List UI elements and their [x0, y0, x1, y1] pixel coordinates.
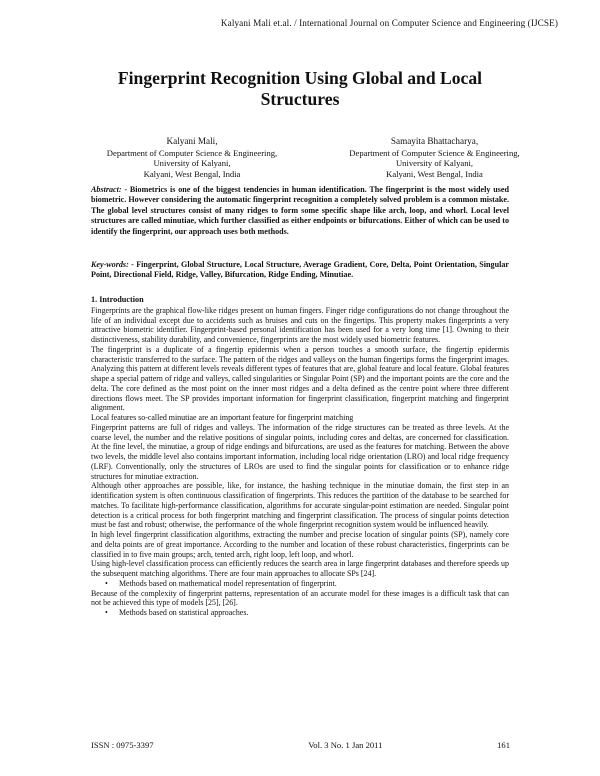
author-place: Kalyani, West Bengal, India	[143, 168, 241, 179]
bullet-item	[105, 579, 509, 589]
author-name: Samayita Bhattacharya,	[390, 136, 479, 146]
author-dept: Department of Computer Science & Engineering,	[106, 147, 278, 158]
paragraph: Fingerprint patterns are full of ridges and valleys. The information of the ridge structures can be treated as three levels. At the coarse level, the number and the relative positions of singular points, including cores and deltas, are concerned for classification. At the fine level, the minutiae, a group of ridge endings and bifurcations, are used as the features for matching. Between the above two levels, the middle level also contains important information, including local ridge orientation (LRO) and local ridge frequency (LRF). Conventionally, only the structures of LROs are used to find the singular points for classification or to enhance ridge structures for minutiae extraction.	[91, 422, 509, 481]
paragraph: Fingerprints are the graphical flow-like ridges present on human fingers. Finger ridge configurations do not change throughout the life of an individual except due to accidents such as bruises and cuts on the fingertips. This property makes fingerprints a very attractive biometric identifier. Fingerprint-based personal identification has been used for a very long time [1]. Owning to their distinctiveness, stability durability, and convenience, fingerprints are the most widely used biometric features.	[91, 305, 509, 344]
footer-volume: Vol. 3 No. 1 Jan 2011	[308, 740, 383, 750]
keywords	[91, 260, 509, 281]
abstract-text: - Biometrics is one of the biggest tendencies in human identification. The fingerprint is the most widely used biometric. However considering the automatic fingerprint recognition a completely solved problem is a common mistake. The global level structures consist of many ridges to form some specific shape like arch, loop, and whorl. Local level structures are called minutiae, which further classified as either endpoints or bifurcations. Either of which can be used to identify the fingerprint, our approach uses both methods.	[91, 185, 509, 236]
author-2	[327, 136, 542, 179]
section-heading: 1. Introduction	[91, 295, 144, 304]
author-1	[92, 136, 292, 179]
abstract-label: Abstract:	[91, 185, 122, 194]
paragraph: Because of the complexity of fingerprint patterns, representation of an accurate model for these images is a difficult task that can not be achieved this type of models [25], [26].	[91, 588, 509, 608]
keywords-text: - Fingerprint, Global Structure, Local Structure, Average Gradient, Core, Delta, Point Orientation, Singular Point, Directional Field, Ridge, Valley, Bifurcation, Ridge Ending, Minutiae.	[91, 260, 509, 280]
title-line-1: Fingerprint Recognition Using Global and Local	[117, 68, 483, 88]
paragraph: The fingerprint is a duplicate of a fingertip epidermis when a person touches a smooth surface, the fingertip epidermis characteristic transferred to the surface. The pattern of the ridges and valleys on the human fingertips forms the fingerprint images. Analyzing this pattern at different levels reveals different types of features that are, global feature and local feature. Global features shape a special pattern of ridge and valleys, called singularities or Singular Point (SP) and the important points are the core and the delta. The core defined as the most point on the inner most ridges and a delta defined as the centre point where three different directions flows meet. The SP provides important information for fingerprint classification, fingerprint matching and fingerprint alignment.	[91, 344, 509, 413]
bullet-item	[105, 608, 509, 618]
author-dept: Department of Computer Science & Engineering,	[349, 147, 520, 158]
body-text	[91, 295, 509, 618]
title-line-2: Structures	[260, 89, 340, 109]
abstract	[91, 185, 509, 237]
page-footer	[91, 740, 510, 750]
author-univ: University of Kalyani,	[153, 158, 231, 168]
paragraph: Although other approaches are possible, like, for instance, the hashing technique in the minutiae domain, the first step in an identification system is often continuous classification of fingerprints. This reduces the partition of the database to be searched for matches. To facilitate high-performance classification, algorithms for accurate singular-point estimation are needed. Singular point detection is a critical process for both fingerprint matching and fingerprint classification. The process of singular points detection must be fast and robust; otherwise, the performance of the whole fingerprint recognition system would be influenced heavily.	[91, 481, 509, 530]
footer-page-number: 161	[497, 740, 510, 750]
author-block	[92, 136, 542, 179]
paragraph: Local features so-called minutiae are an important feature for fingerprint matching	[91, 413, 354, 422]
author-place: Kalyani, West Bengal, India	[386, 168, 483, 179]
paper-title	[60, 68, 540, 110]
paragraph: In high level fingerprint classification algorithms, extracting the number and precise location of singular points (SP), namely core and delta points are of great importance. According to the number and location of these robust characteristics, fingerprints can be classified in to five main groups; arch, tented arch, right loop, left loop, and whorl.	[91, 530, 509, 559]
author-name: Kalyani Mali,	[166, 136, 218, 146]
bullet-icon: •	[105, 578, 108, 588]
bullet-text: Methods based on mathematical model representation of fingerprint.	[119, 578, 337, 588]
author-univ: University of Kalyani,	[395, 158, 474, 168]
footer-issn: ISSN : 0975-3397	[91, 740, 154, 750]
bullet-text: Methods based on statistical approaches.	[119, 608, 249, 617]
keywords-label: Key-words:	[91, 260, 129, 269]
bullet-icon: •	[105, 608, 108, 617]
running-head: Kalyani Mali et.al. / International Journal on Computer Science and Engineering (IJCSE)	[220, 18, 558, 28]
paragraph: Using high-level classification process can efficiently reduces the search area in large fingerprint databases and therefore speeds up the subsequent matching algorithms. There are four main approaches to allocate SPs [24].	[91, 559, 509, 578]
